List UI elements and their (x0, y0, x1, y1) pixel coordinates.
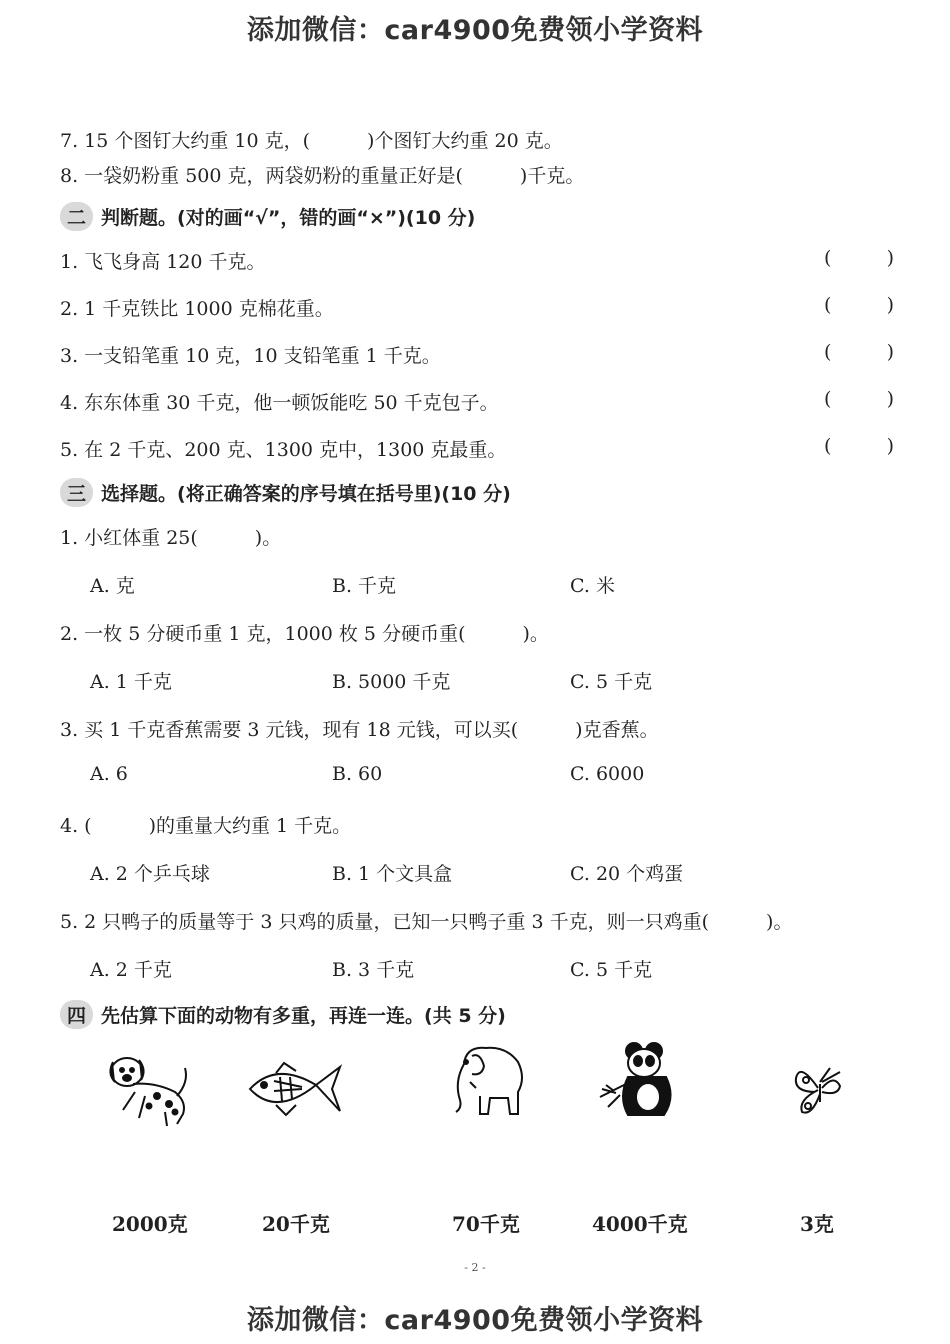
weight-label-4: 4000千克 (592, 1212, 688, 1236)
weight-label-5: 3克 (800, 1212, 834, 1236)
fill-blank-item-8: 8. 一袋奶粉重 500 克，两袋奶粉的重量正好是( )千克。 (60, 165, 585, 187)
choice-3-option-a: A. 6 (90, 763, 128, 785)
answer-blank-1[interactable]: ( ) (824, 247, 894, 269)
answer-blank-2[interactable]: ( ) (824, 294, 894, 316)
choice-5-option-b: B. 3 千克 (332, 959, 415, 981)
choice-2-option-b: B. 5000 千克 (332, 671, 451, 693)
choice-question-4: 4. ( )的重量大约重 1 千克。 (60, 815, 352, 837)
watermark-bottom: 添加微信：car4900免费领小学资料 (246, 1305, 704, 1336)
answer-blank-3[interactable]: ( ) (824, 341, 894, 363)
weight-label-2: 20千克 (262, 1212, 330, 1236)
butterfly-icon (790, 1058, 852, 1118)
choice-1-option-a: A. 克 (90, 575, 135, 597)
choice-4-option-b: B. 1 个文具盒 (332, 863, 453, 885)
weight-label-1: 2000克 (112, 1212, 188, 1236)
fish-icon (246, 1055, 344, 1123)
judge-item-3: 3. 一支铅笔重 10 克，10 支铅笔重 1 千克。 (60, 345, 441, 367)
section-3-heading (60, 478, 511, 507)
section-2-badge: 二 (60, 202, 93, 231)
choice-2-option-c: C. 5 千克 (570, 671, 653, 693)
weight-label-3: 70千克 (452, 1212, 520, 1236)
judge-item-1: 1. 飞飞身高 120 千克。 (60, 251, 266, 273)
choice-4-option-a: A. 2 个乒乓球 (90, 863, 210, 885)
section-4-title: 先估算下面的动物有多重，再连一连。(共 5 分) (101, 1005, 506, 1027)
section-4-heading (60, 1000, 506, 1029)
elephant-icon (446, 1042, 528, 1120)
answer-blank-4[interactable]: ( ) (824, 388, 894, 410)
judge-item-2: 2. 1 千克铁比 1000 克棉花重。 (60, 298, 334, 320)
section-2-heading (60, 202, 475, 231)
section-3-title: 选择题。(将正确答案的序号填在括号里)(10 分) (101, 483, 511, 505)
section-2-title: 判断题。(对的画“√”，错的画“×”)(10 分) (101, 207, 476, 229)
choice-5-option-a: A. 2 千克 (90, 959, 172, 981)
watermark-top: 添加微信：car4900免费领小学资料 (246, 15, 704, 46)
choice-3-option-b: B. 60 (332, 763, 383, 785)
fill-blank-item-7: 7. 15 个图钉大约重 10 克，( )个图钉大约重 20 克。 (60, 130, 563, 152)
section-4-badge: 四 (60, 1000, 93, 1029)
choice-question-1: 1. 小红体重 25( )。 (60, 527, 282, 549)
choice-3-option-c: C. 6000 (570, 763, 645, 785)
choice-question-5: 5. 2 只鸭子的质量等于 3 只鸡的质量，已知一只鸭子重 3 千克，则一只鸡重( )。 (60, 911, 793, 933)
judge-item-4: 4. 东东体重 30 千克，他一顿饭能吃 50 千克包子。 (60, 392, 499, 414)
dog-icon (105, 1052, 200, 1130)
answer-blank-5[interactable]: ( ) (824, 435, 894, 457)
section-3-badge: 三 (60, 478, 93, 507)
choice-4-option-c: C. 20 个鸡蛋 (570, 863, 684, 885)
choice-question-3: 3. 买 1 千克香蕉需要 3 元钱，现有 18 元钱，可以买( )克香蕉。 (60, 719, 659, 741)
choice-2-option-a: A. 1 千克 (90, 671, 172, 693)
choice-1-option-b: B. 千克 (332, 575, 397, 597)
panda-icon (598, 1037, 680, 1122)
page-number: - 2 - (464, 1261, 486, 1274)
judge-item-5: 5. 在 2 千克、200 克、1300 克中，1300 克最重。 (60, 439, 507, 461)
choice-question-2: 2. 一枚 5 分硬币重 1 克，1000 枚 5 分硬币重( )。 (60, 623, 549, 645)
choice-1-option-c: C. 米 (570, 575, 615, 597)
choice-5-option-c: C. 5 千克 (570, 959, 653, 981)
